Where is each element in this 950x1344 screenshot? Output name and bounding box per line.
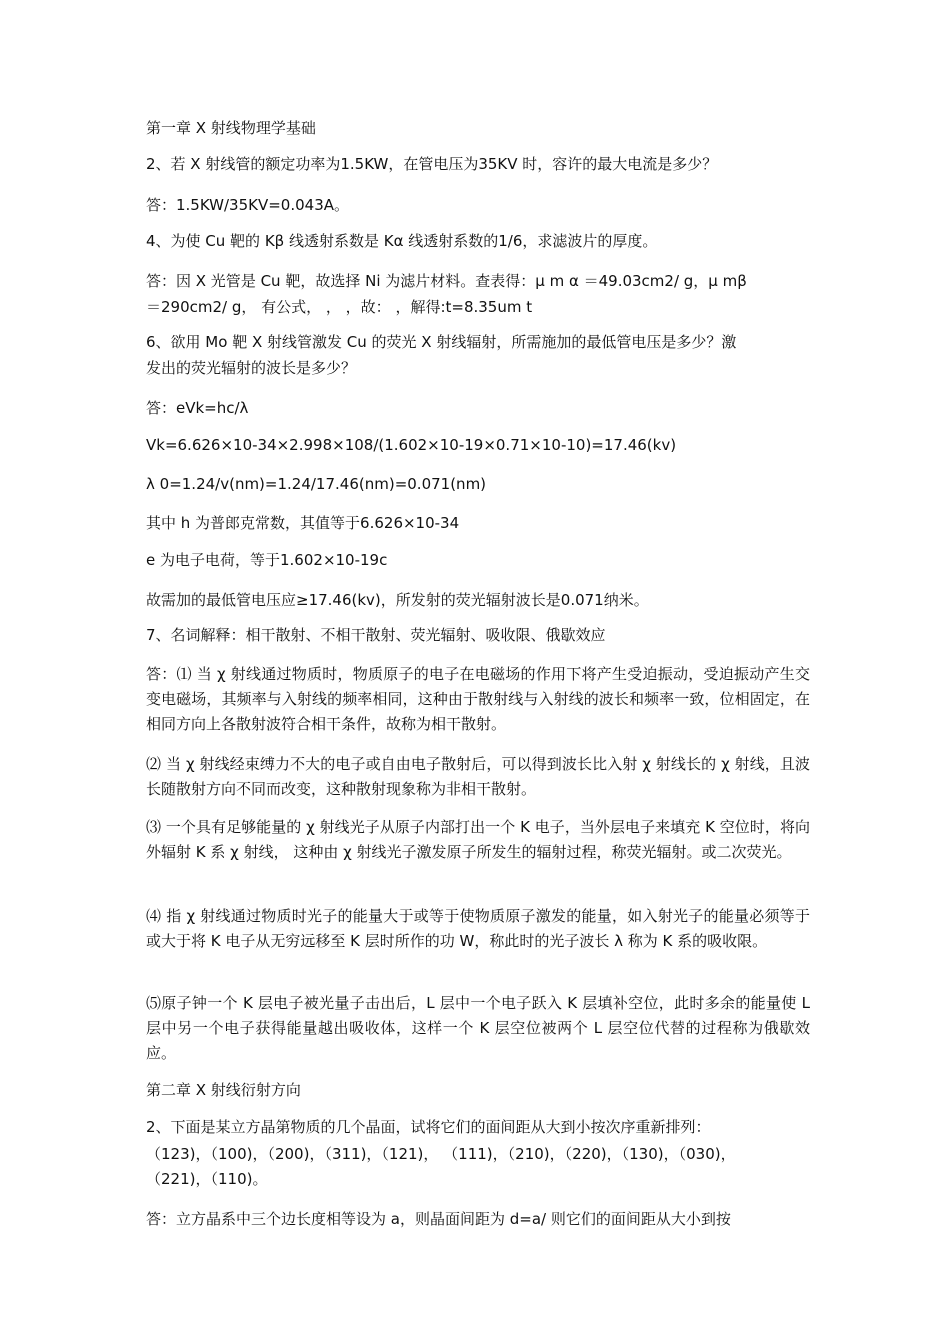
answer-6-charge-note: e 为电子电荷，等于1.602×10-19c [146,551,388,569]
answer-7-paragraph-1: 答：⑴ 当 χ 射线通过物质时，物质原子的电子在电磁场的作用下将产生受迫振动，受迫振动产生交变电磁场，其频率与入射线的频率相同，这种由于散射线与入射线的波长和频率一致，位相固定，在相同方向上各散射波符合相干条件，故称为相干散射。 [146,665,810,733]
answer-4-line-2: ＝290cm2/ g， 有公式， ， ，故： ，解得:t=8.35um t [146,298,533,316]
answer-7-paragraph-4: ⑷ 指 χ 射线通过物质时光子的能量大于或等于使物质原子激发的能量，如入射光子的能量必须等于或大于将 K 电子从无穷远移至 K 层时所作的功 W，称此时的光子波长 λ 称为 K 系的吸收限。 [146,907,810,950]
answer-6-planck-note: 其中 h 为普郎克常数，其值等于6.626×10-34 [146,514,460,532]
question-7: 7、名词解释：相干散射、不相干散射、荧光辐射、吸收限、俄歇效应 [146,626,606,644]
answer-6-formula-2: Vk=6.626×10-34×2.998×108/(1.602×10-19×0.71×10-10)=17.46(kv) [146,436,677,454]
document-page [146,0,814,1344]
chapter-1-heading: 第一章 X 射线物理学基础 [146,119,316,137]
question-2: 2、若 X 射线管的额定功率为1.5KW，在管电压为35KV 时，容许的最大电流是多少？ [146,155,718,173]
answer-7-paragraph-3: ⑶ 一个具有足够能量的 χ 射线光子从原子内部打出一个 K 电子，当外层电子来填充 K 空位时，将向外辐射 K 系 χ 射线， 这种由 χ 射线光子激发原子所发生的辐射过程，称荧光辐射。或二次荧光。 [146,818,810,861]
answer-6-formula-1: 答：eVk=hc/λ [146,399,249,417]
answer-6-conclusion: 故需加的最低管电压应≥17.46(kv)，所发射的荧光辐射波长是0.071纳米。 [146,591,649,609]
chapter-2-question-2-line-2: （123)，（100)，（200)，（311)，（121)， （111)，（210)，（220)，（130)，（030)， [146,1145,736,1163]
answer-2: 答：1.5KW/35KV=0.043A。 [146,196,349,214]
answer-7-paragraph-5: ⑸原子钟一个 K 层电子被光量子击出后，L 层中一个电子跃入 K 层填补空位，此时多余的能量使 L 层中另一个电子获得能量越出吸收体，这样一个 K 层空位被两个 L 层空位代替的过程称为俄歇效应。 [146,994,810,1062]
question-4: 4、为使 Cu 靶的 Kβ 线透射系数是 Kα 线透射系数的1/6，求滤波片的厚度。 [146,232,658,250]
question-6-line-1: 6、欲用 Mo 靶 X 射线管激发 Cu 的荧光 X 射线辐射，所需施加的最低管电压是多少？激 [146,333,737,351]
chapter-2-question-2-line-1: 2、下面是某立方晶第物质的几个晶面，试将它们的面间距从大到小按次序重新排列： [146,1118,711,1136]
chapter-2-answer-2: 答：立方晶系中三个边长度相等设为 a，则晶面间距为 d=a/ 则它们的面间距从大小到按 [146,1210,731,1228]
chapter-2-question-2-line-3: （221)，（110)。 [146,1170,268,1188]
answer-7-paragraph-2: ⑵ 当 χ 射线经束缚力不大的电子或自由电子散射后，可以得到波长比入射 χ 射线长的 χ 射线，且波长随散射方向不同而改变，这种散射现象称为非相干散射。 [146,755,810,798]
answer-6-formula-3: λ 0=1.24/v(nm)=1.24/17.46(nm)=0.071(nm) [146,475,487,493]
answer-4-line-1: 答：因 X 光管是 Cu 靶，故选择 Ni 为滤片材料。查表得：μ m α ＝49.03cm2/ g，μ mβ [146,272,747,290]
question-6-line-2: 发出的荧光辐射的波长是多少？ [146,359,357,377]
chapter-2-heading: 第二章 X 射线衍射方向 [146,1081,301,1099]
